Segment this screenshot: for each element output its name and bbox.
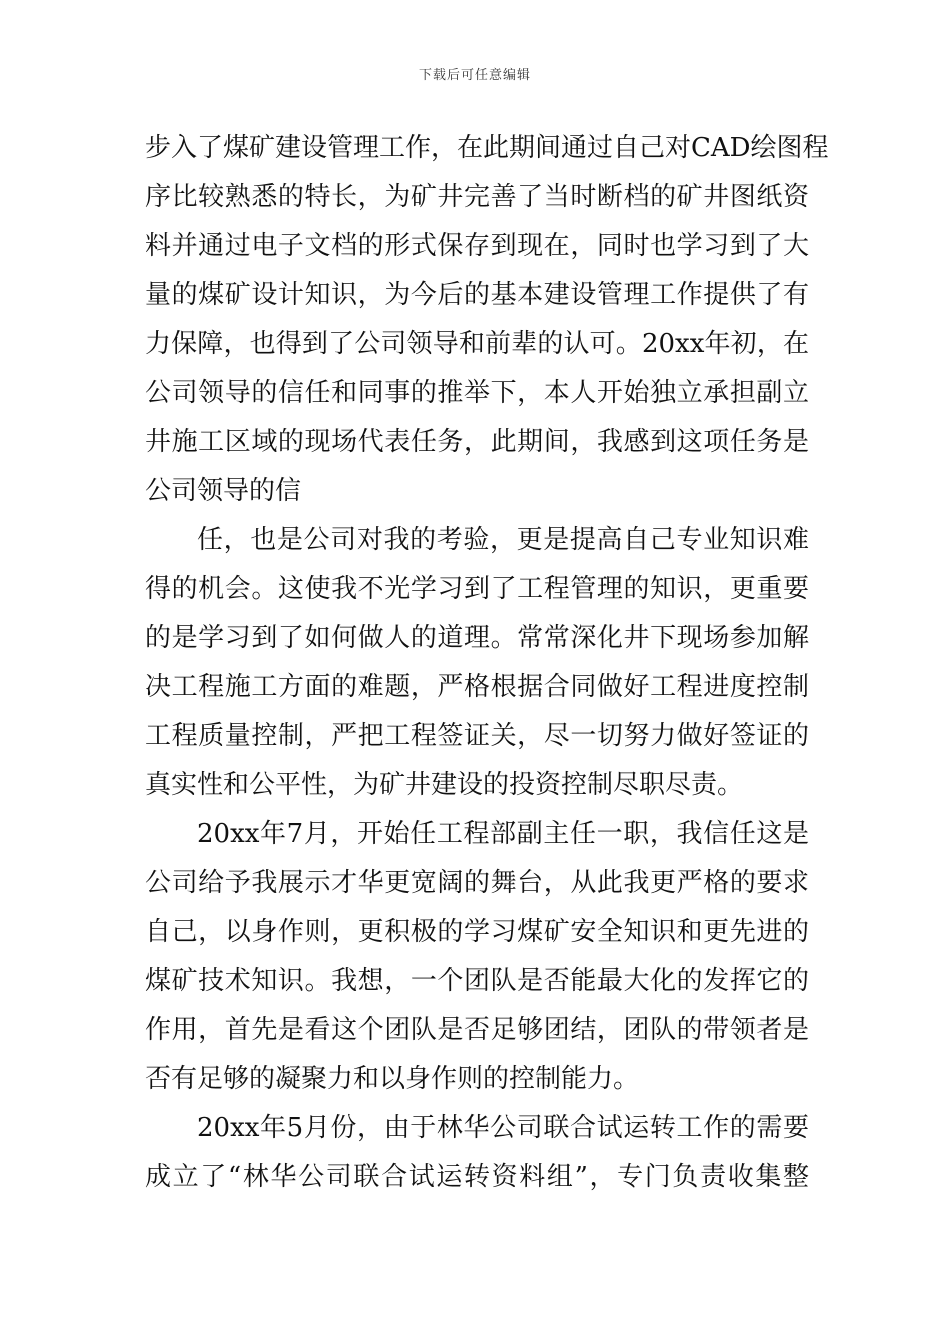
text-line: 得的机会。这使我不光学习到了工程管理的知识，更重要	[145, 574, 809, 604]
text-line: 力保障，也得到了公司领导和前辈的认可。20xx年初，在	[145, 329, 809, 359]
text-line: 真实性和公平性，为矿井建设的投资控制尽职尽责。	[145, 770, 744, 800]
text-line: 的是学习到了如何做人的道理。常常深化井下现场参加解	[145, 623, 809, 653]
text-line: 否有足够的凝聚力和以身作则的控制能力。	[145, 1064, 640, 1094]
text-line: 步入了煤矿建设管理工作，在此期间通过自己对CAD绘图程	[145, 133, 829, 163]
text-line: 煤矿技术知识。我想，一个团队是否能最大化的发挥它的	[145, 966, 809, 996]
text-line: 作用，首先是看这个团队是否足够团结，团队的带领者是	[145, 1015, 809, 1045]
text-line: 工程质量控制，严把工程签证关，尽一切努力做好签证的	[145, 721, 809, 751]
text-line: 井施工区域的现场代表任务，此期间，我感到这项任务是	[145, 427, 809, 457]
document-body	[145, 124, 829, 1202]
text-line: 料并通过电子文档的形式保存到现在，同时也学习到了大	[145, 231, 809, 261]
text-line: 任，也是公司对我的考验，更是提高自己专业知识难	[197, 525, 809, 555]
text-line: 自己，以身作则，更积极的学习煤矿安全知识和更先进的	[145, 917, 809, 947]
text-line: 量的煤矿设计知识，为今后的基本建设管理工作提供了有	[145, 280, 809, 310]
text-line: 序比较熟悉的特长，为矿井完善了当时断档的矿井图纸资	[145, 182, 809, 212]
paragraph-3	[145, 810, 809, 1104]
header-note: 下载后可任意编辑	[418, 68, 531, 83]
text-line: 公司给予我展示才华更宽阔的舞台，从此我更严格的要求	[145, 868, 809, 898]
text-line: 公司领导的信	[145, 476, 302, 506]
paragraph-1	[145, 124, 829, 516]
paragraph-2	[145, 516, 809, 810]
text-line: 成立了“林华公司联合试运转资料组”，专门负责收集整	[145, 1162, 809, 1192]
text-line: 20xx年7月，开始任工程部副主任一职，我信任这是	[197, 819, 809, 849]
text-line: 公司领导的信任和同事的推举下，本人开始独立承担副立	[145, 378, 809, 408]
text-line: 决工程施工方面的难题，严格根据合同做好工程进度控制	[145, 672, 809, 702]
paragraph-4	[145, 1104, 809, 1202]
text-line: 20xx年5月份，由于林华公司联合试运转工作的需要	[197, 1113, 809, 1143]
